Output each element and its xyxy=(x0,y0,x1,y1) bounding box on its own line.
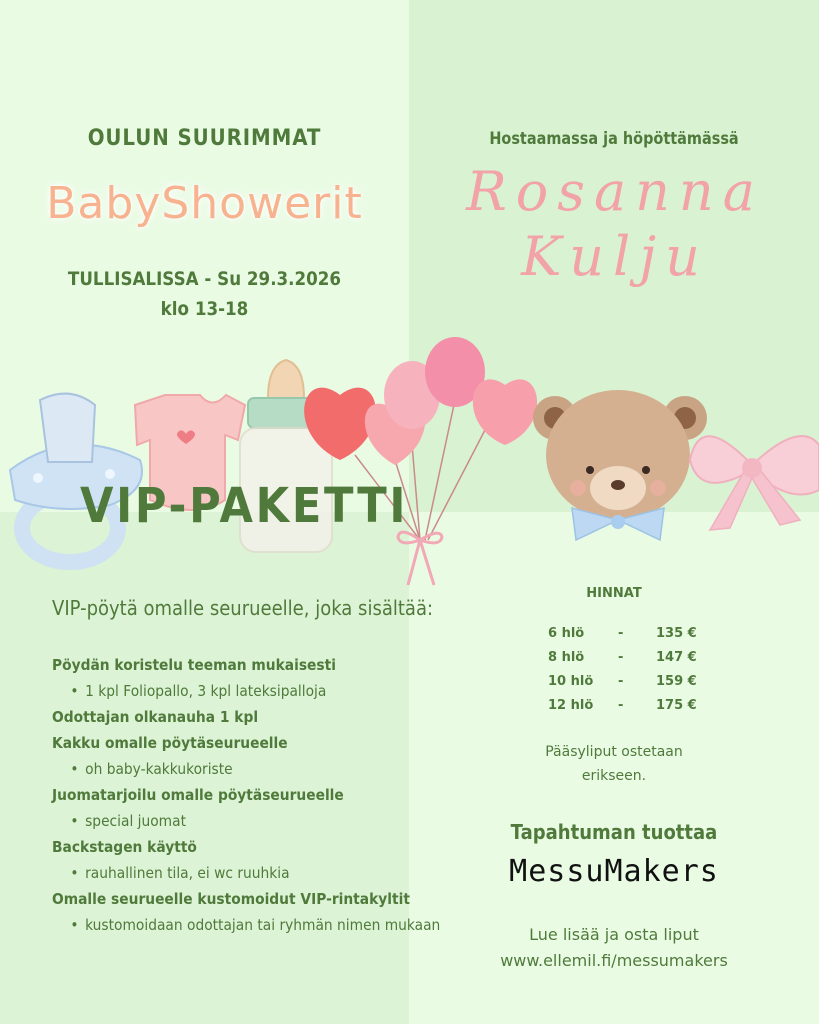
price-dash: - xyxy=(618,650,624,665)
package-item-title: Juomatarjoilu omalle pöytäseurueelle xyxy=(52,786,344,804)
price-row xyxy=(548,694,698,718)
teddy-bear-icon xyxy=(533,390,707,540)
price-amount: 175 € xyxy=(656,698,697,713)
tickets-note-line1: Pääsyliput ostetaan xyxy=(545,744,683,760)
tickets-note xyxy=(409,740,819,788)
price-row xyxy=(548,670,698,694)
more-info-url[interactable]: www.ellemil.fi/messumakers xyxy=(500,951,728,970)
event-heading: OULUN SUURIMMAT xyxy=(87,126,322,151)
event-venue-date: TULLISALISSA - Su 29.3.2026 xyxy=(67,268,342,290)
price-dash: - xyxy=(618,698,624,713)
price-people: 12 hlö xyxy=(548,698,594,713)
host-intro: Hostaamassa ja höpöttämässä xyxy=(489,129,739,149)
tickets-note-line2: erikseen. xyxy=(581,768,647,784)
package-item-title: Pöydän koristelu teeman mukaisesti xyxy=(52,656,336,674)
package-item-detail: • rauhallinen tila, ei wc ruuhkia xyxy=(52,860,438,886)
package-item-title: Backstagen käyttö xyxy=(52,838,197,856)
price-people: 10 hlö xyxy=(548,674,594,689)
price-amount: 147 € xyxy=(656,650,697,665)
host-last-name: Kulju xyxy=(521,225,709,288)
package-item-title: Omalle seurueelle kustomoidut VIP-rintakyltit xyxy=(52,890,410,908)
host-first-name: Rosanna xyxy=(466,160,764,223)
producer-logo-text: MessuMakers xyxy=(509,854,719,889)
price-people: 6 hlö xyxy=(548,626,585,641)
price-amount: 135 € xyxy=(656,626,697,641)
more-info-line1: Lue lisää ja osta liput xyxy=(529,925,699,944)
producer-label: Tapahtuman tuottaa xyxy=(510,820,718,844)
package-item-detail: • 1 kpl Foliopallo, 3 kpl lateksipalloja xyxy=(52,678,438,704)
price-dash: - xyxy=(618,674,624,689)
package-item-detail: • kustomoidaan odottajan tai ryhmän nimen mukaan xyxy=(52,912,438,938)
pink-bow-icon xyxy=(690,436,819,530)
prices-heading: HINNAT xyxy=(586,586,642,601)
package-item-title: Odottajan olkanauha 1 kpl xyxy=(52,708,259,726)
package-title: VIP-PAKETTI xyxy=(80,478,409,534)
price-row xyxy=(548,622,698,646)
price-table xyxy=(548,622,698,718)
price-row xyxy=(548,646,698,670)
package-item-detail: • oh baby-kakkukoriste xyxy=(52,756,438,782)
event-title: BabyShowerit xyxy=(46,178,363,229)
price-people: 8 hlö xyxy=(548,650,585,665)
package-item-detail: • special juomat xyxy=(52,808,438,834)
event-time: klo 13-18 xyxy=(160,298,249,320)
package-item-title: Kakku omalle pöytäseurueelle xyxy=(52,734,288,752)
more-info xyxy=(409,922,819,974)
balloons-icon xyxy=(304,337,537,585)
price-dash: - xyxy=(618,626,624,641)
package-intro: VIP-pöytä omalle seurueelle, joka sisältää: xyxy=(52,596,434,620)
price-amount: 159 € xyxy=(656,674,697,689)
package-items xyxy=(52,652,472,938)
